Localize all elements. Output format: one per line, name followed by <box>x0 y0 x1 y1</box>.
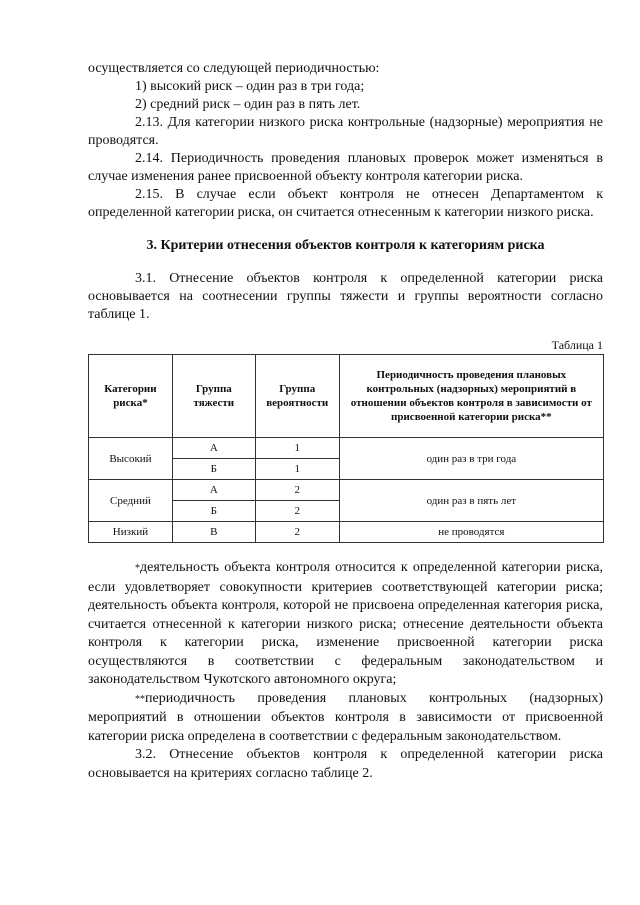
header-category: Категории риска* <box>89 355 173 438</box>
header-periodicity: Периодичность проведения плановых контрольных (надзорных) мероприятий в отношении объектов контроля в зависимости от присвоенной категории риска** <box>339 355 603 438</box>
cell-probability: 2 <box>255 501 339 522</box>
table-row <box>89 438 604 459</box>
risk-table <box>88 354 604 543</box>
cell-severity: Б <box>172 459 255 480</box>
paragraph-3-1: 3.1. Отнесение объектов контроля к определенной категории риска основывается на соотнесении группы тяжести и группы вероятности согласно таблице 1. <box>88 271 603 322</box>
paragraph-2-15: 2.15. В случае если объект контроля не отнесен Департаментом к определенной категории риска, он считается отнесенным к категории низкого риска. <box>88 187 603 220</box>
footnote-1-text: деятельность объекта контроля относится к определенной категории риска, если удовлетворяет совокупности критериев соответствующей категории риска; деятельность объекта контроля, которой не присвоена определенная категория риска, считается отнесенной к категории низкого риска; отнесение деятельности объекта контроля к категории риска, изменение присвоенной категории риска осуществляются в соответствии с федеральным законодательством и законодательством Чукотского автономного округа; <box>88 560 603 687</box>
cell-probability: 1 <box>255 438 339 459</box>
cell-probability: 2 <box>255 522 339 543</box>
table-header-row <box>89 355 604 438</box>
cell-probability: 2 <box>255 480 339 501</box>
footnotes <box>88 559 603 783</box>
table-row <box>89 480 604 501</box>
list-item-high: 1) высокий риск – один раз в три года; <box>135 79 365 94</box>
cell-category-high: Высокий <box>89 438 173 480</box>
cell-periodicity-high: один раз в три года <box>339 438 603 480</box>
paragraph-2-14: 2.14. Периодичность проведения плановых проверок может изменяться в случае изменения ранее присвоенной объекту контроля категории риска. <box>88 151 603 184</box>
section-heading: 3. Критерии отнесения объектов контроля к категориям риска <box>146 238 545 253</box>
cell-periodicity-low: не проводятся <box>339 522 603 543</box>
header-severity: Группа тяжести <box>172 355 255 438</box>
footnote-1 <box>88 559 603 690</box>
header-probability: Группа вероятности <box>255 355 339 438</box>
intro-line: осуществляется со следующей периодичностью: <box>88 61 380 76</box>
footnote-2-mark: ** <box>135 693 145 705</box>
footnote-2-text: периодичность проведения плановых контрольных (надзорных) мероприятий в отношении объектов контроля в зависимости от присвоенной категории риска определена в соответствии с федеральным законодательством. <box>88 690 603 744</box>
cell-periodicity-medium: один раз в пять лет <box>339 480 603 522</box>
footnote-1-mark: * <box>135 563 140 574</box>
cell-severity: В <box>172 522 255 543</box>
cell-severity: А <box>172 438 255 459</box>
table-row <box>89 522 604 543</box>
list-item-medium: 2) средний риск – один раз в пять лет. <box>135 97 361 112</box>
cell-probability: 1 <box>255 459 339 480</box>
cell-severity: А <box>172 480 255 501</box>
paragraph-3-2: 3.2. Отнесение объектов контроля к определенной категории риска основывается на критериях согласно таблице 2. <box>88 747 603 781</box>
footnote-2 <box>88 690 603 747</box>
cell-severity: Б <box>172 501 255 522</box>
document-page <box>88 60 603 783</box>
table-caption: Таблица 1 <box>551 338 603 352</box>
paragraph-2-13: 2.13. Для категории низкого риска контрольные (надзорные) мероприятия не проводятся. <box>88 115 603 148</box>
cell-category-low: Низкий <box>89 522 173 543</box>
cell-category-medium: Средний <box>89 480 173 522</box>
